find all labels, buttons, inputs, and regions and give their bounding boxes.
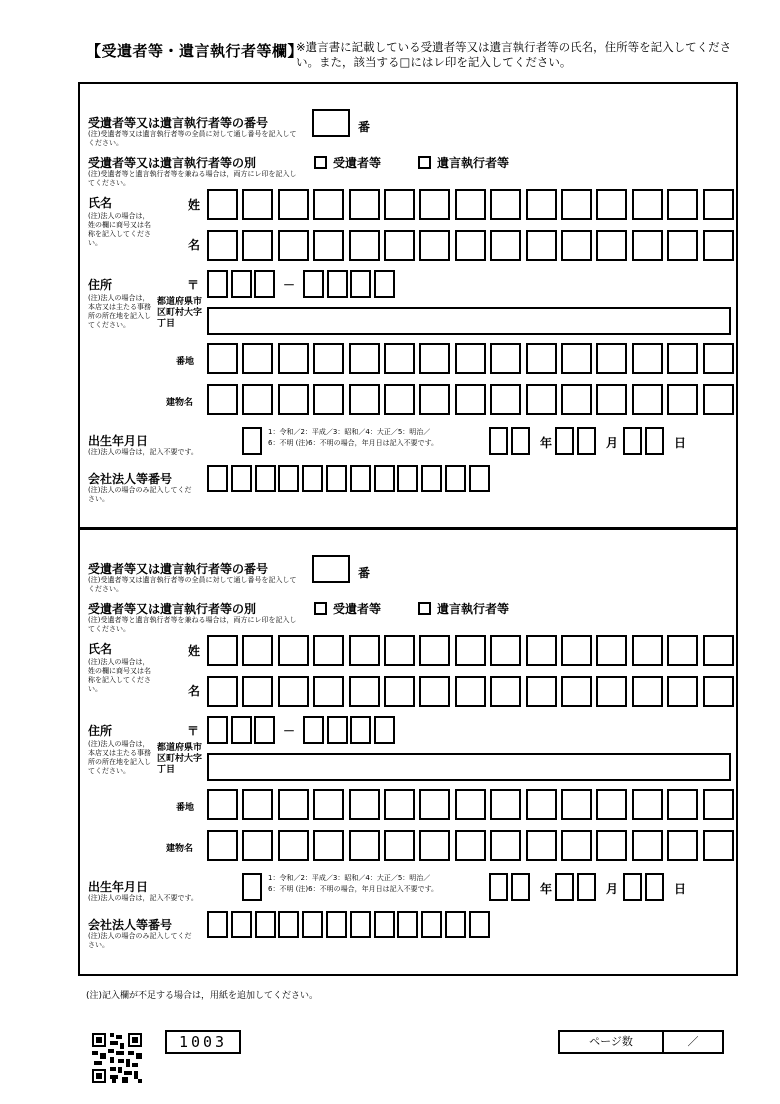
option-label: 受遺者等 (333, 156, 382, 170)
birth-label: 出生年月日 (88, 880, 149, 894)
surname-char-cell[interactable] (242, 189, 273, 220)
surname-char-cell[interactable] (278, 189, 309, 220)
postal-dash: － (283, 724, 296, 738)
type-option-executor[interactable] (418, 154, 509, 171)
surname-char-cell[interactable] (455, 635, 486, 666)
instruction-note: ※遺言書に記載している受遺者等又は遺言執行者等の氏名，住所等を記入してください。また，該当する□にはレ印を記入してください。 (296, 40, 732, 69)
surname-char-cell[interactable] (242, 635, 273, 666)
building-char-cell[interactable] (703, 384, 734, 415)
building-char-cell[interactable] (313, 384, 344, 415)
postal-code-cell[interactable] (350, 716, 371, 744)
building-char-cell[interactable] (703, 830, 734, 861)
banchi-char-cell[interactable] (349, 343, 380, 374)
given-name-char-cell[interactable] (313, 230, 344, 261)
page-count-label: ページ数 (560, 1032, 664, 1052)
building-char-cell[interactable] (455, 830, 486, 861)
prefecture-label: 都道府県市区町村大字丁目 (157, 743, 203, 775)
building-char-cell[interactable] (667, 384, 698, 415)
year-cell[interactable] (511, 873, 530, 901)
surname-char-cell[interactable] (632, 189, 663, 220)
number-note: (注)受遺者等又は遺言執行者等の全員に対して通し番号を記入してください。 (88, 576, 297, 593)
banchi-char-cell[interactable] (596, 789, 627, 820)
surname-char-cell[interactable] (667, 635, 698, 666)
surname-char-cell[interactable] (455, 189, 486, 220)
address-label: 住所 (88, 278, 113, 292)
era-note: 6：不明 (注)6：不明の場合，年月日は記入不要です。 (268, 885, 439, 893)
option-label: 遺言執行者等 (437, 602, 510, 616)
birth-label: 出生年月日 (88, 434, 149, 448)
era-note: 6：不明 (注)6：不明の場合，年月日は記入不要です。 (268, 439, 439, 447)
corporate-number-cell[interactable] (469, 465, 490, 492)
building-char-cell[interactable] (632, 830, 663, 861)
era-options: 1：令和／2：平成／3：昭和／4：大正／5：明治／ (268, 428, 431, 436)
era-input[interactable] (242, 873, 262, 901)
month-cell[interactable] (577, 427, 596, 455)
surname-char-cell[interactable] (490, 189, 521, 220)
birth-note: (注)法人の場合は，記入不要です。 (88, 894, 198, 902)
given-name-char-cell[interactable] (667, 230, 698, 261)
banchi-char-cell[interactable] (526, 789, 557, 820)
given-name-char-cell[interactable] (207, 230, 238, 261)
given-name-char-cell[interactable] (703, 230, 734, 261)
given-name-char-cell[interactable] (384, 676, 415, 707)
banchi-char-cell[interactable] (207, 789, 238, 820)
corporate-number-cell[interactable] (278, 465, 299, 492)
banchi-char-cell[interactable] (703, 343, 734, 374)
postal-code-cell[interactable] (303, 716, 324, 744)
building-char-cell[interactable] (313, 830, 344, 861)
building-char-cell[interactable] (596, 830, 627, 861)
building-label: 建物名 (166, 398, 194, 408)
banchi-char-cell[interactable] (242, 343, 273, 374)
type-option-recipient[interactable] (314, 154, 381, 171)
building-char-cell[interactable] (384, 384, 415, 415)
given-name-char-cell[interactable] (667, 676, 698, 707)
given-name-char-cell[interactable] (349, 230, 380, 261)
corporate-number-cell[interactable] (326, 911, 347, 938)
corporate-number-cell[interactable] (445, 465, 466, 492)
surname-char-cell[interactable] (526, 189, 557, 220)
building-char-cell[interactable] (242, 830, 273, 861)
surname-label: 姓 (188, 644, 201, 658)
checkbox[interactable] (314, 156, 327, 169)
given-name-char-cell[interactable] (455, 676, 486, 707)
prefecture-label: 都道府県市区町村大字丁目 (157, 297, 203, 329)
month-cell[interactable] (555, 873, 574, 901)
option-label: 遺言執行者等 (437, 156, 510, 170)
number-input[interactable] (312, 555, 350, 583)
address-note: (注)法人の場合は，本店又は主たる事務所の所在地を記入してください。 (88, 740, 151, 775)
corporate-number-cell[interactable] (350, 911, 371, 938)
banchi-char-cell[interactable] (278, 789, 309, 820)
building-char-cell[interactable] (207, 384, 238, 415)
postal-code-cell[interactable] (327, 270, 348, 298)
banchi-char-cell[interactable] (207, 343, 238, 374)
banchi-char-cell[interactable] (561, 343, 592, 374)
number-label: 受遺者等又は遺言執行者等の番号 (88, 116, 269, 130)
building-char-cell[interactable] (596, 384, 627, 415)
corporate-number-cell[interactable] (469, 911, 490, 938)
corporate-number-cell[interactable] (255, 911, 276, 938)
qr-code-icon (92, 1033, 142, 1083)
corporate-number-label: 会社法人等番号 (88, 472, 173, 486)
month-cell[interactable] (577, 873, 596, 901)
banchi-char-cell[interactable] (455, 343, 486, 374)
corporate-number-cell[interactable] (397, 465, 418, 492)
number-suffix: 番 (358, 566, 371, 580)
day-cell[interactable] (645, 873, 664, 901)
postal-code-cell[interactable] (231, 270, 252, 298)
surname-char-cell[interactable] (419, 189, 450, 220)
day-cell[interactable] (623, 427, 642, 455)
surname-char-cell[interactable] (667, 189, 698, 220)
month-label: 月 (606, 882, 619, 896)
surname-char-cell[interactable] (526, 635, 557, 666)
corporate-number-cell[interactable] (302, 911, 323, 938)
banchi-char-cell[interactable] (384, 343, 415, 374)
building-char-cell[interactable] (632, 384, 663, 415)
surname-char-cell[interactable] (703, 189, 734, 220)
era-input[interactable] (242, 427, 262, 455)
corporate-number-cell[interactable] (445, 911, 466, 938)
day-label: 日 (674, 882, 687, 896)
given-name-label: 名 (188, 684, 201, 698)
postal-mark: 〒 (187, 724, 200, 738)
address-note: (注)法人の場合は，本店又は主たる事務所の所在地を記入してください。 (88, 294, 151, 329)
building-label: 建物名 (166, 844, 194, 854)
surname-char-cell[interactable] (349, 635, 380, 666)
corporate-number-cell[interactable] (207, 911, 228, 938)
banchi-char-cell[interactable] (313, 789, 344, 820)
banchi-char-cell[interactable] (455, 789, 486, 820)
given-name-char-cell[interactable] (313, 676, 344, 707)
given-name-char-cell[interactable] (561, 230, 592, 261)
corporate-number-cell[interactable] (421, 911, 442, 938)
form-id: 1003 (165, 1030, 241, 1054)
given-name-char-cell[interactable] (526, 230, 557, 261)
footer-note: (注)記入欄が不足する場合は，用紙を追加してください。 (86, 991, 319, 1001)
option-label: 受遺者等 (333, 602, 382, 616)
given-name-label: 名 (188, 238, 201, 252)
banchi-char-cell[interactable] (596, 343, 627, 374)
surname-char-cell[interactable] (596, 635, 627, 666)
building-char-cell[interactable] (349, 830, 380, 861)
building-char-cell[interactable] (490, 384, 521, 415)
building-char-cell[interactable] (667, 830, 698, 861)
surname-char-cell[interactable] (207, 189, 238, 220)
building-char-cell[interactable] (561, 384, 592, 415)
corporate-number-cell[interactable] (374, 465, 395, 492)
building-char-cell[interactable] (207, 830, 238, 861)
banchi-char-cell[interactable] (632, 789, 663, 820)
month-label: 月 (606, 436, 619, 450)
building-char-cell[interactable] (419, 384, 450, 415)
surname-char-cell[interactable] (313, 189, 344, 220)
era-options: 1：令和／2：平成／3：昭和／4：大正／5：明治／ (268, 874, 431, 882)
postal-dash: － (283, 278, 296, 292)
banchi-char-cell[interactable] (490, 789, 521, 820)
surname-char-cell[interactable] (278, 635, 309, 666)
banchi-char-cell[interactable] (313, 343, 344, 374)
checkbox[interactable] (418, 156, 431, 169)
building-char-cell[interactable] (349, 384, 380, 415)
type-option-executor[interactable] (418, 600, 509, 617)
given-name-char-cell[interactable] (349, 676, 380, 707)
building-char-cell[interactable] (561, 830, 592, 861)
given-name-char-cell[interactable] (526, 676, 557, 707)
building-char-cell[interactable] (490, 830, 521, 861)
surname-char-cell[interactable] (349, 189, 380, 220)
corporate-number-cell[interactable] (231, 465, 252, 492)
number-input[interactable] (312, 109, 350, 137)
surname-char-cell[interactable] (490, 635, 521, 666)
given-name-char-cell[interactable] (703, 676, 734, 707)
year-label: 年 (540, 882, 553, 896)
given-name-char-cell[interactable] (561, 676, 592, 707)
surname-label: 姓 (188, 198, 201, 212)
postal-mark: 〒 (187, 278, 200, 292)
section-title: 【受遺者等・遺言執行者等欄】 (86, 42, 304, 60)
name-note: (注)法人の場合は，姓の欄に商号又は名称を記入してください。 (88, 212, 151, 247)
banchi-char-cell[interactable] (632, 343, 663, 374)
surname-char-cell[interactable] (313, 635, 344, 666)
banchi-label: 番地 (176, 357, 195, 367)
corporate-number-cell[interactable] (374, 911, 395, 938)
corporate-number-cell[interactable] (397, 911, 418, 938)
corporate-number-cell[interactable] (326, 465, 347, 492)
postal-code-cell[interactable] (207, 270, 228, 298)
postal-code-cell[interactable] (303, 270, 324, 298)
recipient-section (78, 528, 738, 976)
type-label: 受遺者等又は遺言執行者等の別 (88, 156, 257, 170)
address-label: 住所 (88, 724, 113, 738)
postal-code-cell[interactable] (207, 716, 228, 744)
corporate-number-cell[interactable] (350, 465, 371, 492)
type-option-recipient[interactable] (314, 600, 381, 617)
type-note: (注)受遺者等と遺言執行者等を兼ねる場合は，両方にレ印を記入してください。 (88, 616, 297, 633)
surname-char-cell[interactable] (207, 635, 238, 666)
given-name-char-cell[interactable] (242, 230, 273, 261)
building-char-cell[interactable] (278, 384, 309, 415)
given-name-char-cell[interactable] (490, 230, 521, 261)
banchi-char-cell[interactable] (526, 343, 557, 374)
corporate-number-note: (注)法人の場合のみ記入してください。 (88, 486, 192, 503)
given-name-char-cell[interactable] (207, 676, 238, 707)
banchi-char-cell[interactable] (349, 789, 380, 820)
banchi-label: 番地 (176, 803, 195, 813)
given-name-char-cell[interactable] (278, 230, 309, 261)
page-count-box (558, 1030, 724, 1054)
given-name-char-cell[interactable] (384, 230, 415, 261)
prefecture-input[interactable] (207, 753, 731, 781)
banchi-char-cell[interactable] (278, 343, 309, 374)
corporate-number-label: 会社法人等番号 (88, 918, 173, 932)
recipient-section (78, 82, 738, 529)
corporate-number-cell[interactable] (302, 465, 323, 492)
number-label: 受遺者等又は遺言執行者等の番号 (88, 562, 269, 576)
surname-char-cell[interactable] (561, 635, 592, 666)
building-char-cell[interactable] (278, 830, 309, 861)
surname-char-cell[interactable] (561, 189, 592, 220)
banchi-char-cell[interactable] (561, 789, 592, 820)
year-label: 年 (540, 436, 553, 450)
given-name-char-cell[interactable] (419, 230, 450, 261)
page-count-separator[interactable]: ／ (687, 1035, 699, 1048)
building-char-cell[interactable] (384, 830, 415, 861)
given-name-char-cell[interactable] (632, 676, 663, 707)
given-name-char-cell[interactable] (278, 676, 309, 707)
birth-note: (注)法人の場合は，記入不要です。 (88, 448, 198, 456)
given-name-char-cell[interactable] (490, 676, 521, 707)
postal-code-cell[interactable] (374, 716, 395, 744)
given-name-char-cell[interactable] (596, 230, 627, 261)
postal-code-cell[interactable] (374, 270, 395, 298)
year-cell[interactable] (489, 427, 508, 455)
prefecture-input[interactable] (207, 307, 731, 335)
corporate-number-cell[interactable] (278, 911, 299, 938)
postal-code-cell[interactable] (254, 716, 275, 744)
building-char-cell[interactable] (419, 830, 450, 861)
banchi-char-cell[interactable] (703, 789, 734, 820)
banchi-char-cell[interactable] (242, 789, 273, 820)
banchi-char-cell[interactable] (384, 789, 415, 820)
banchi-char-cell[interactable] (419, 789, 450, 820)
corporate-number-cell[interactable] (421, 465, 442, 492)
corporate-number-cell[interactable] (255, 465, 276, 492)
number-suffix: 番 (358, 120, 371, 134)
type-label: 受遺者等又は遺言執行者等の別 (88, 602, 257, 616)
postal-code-cell[interactable] (327, 716, 348, 744)
given-name-char-cell[interactable] (596, 676, 627, 707)
surname-char-cell[interactable] (632, 635, 663, 666)
given-name-char-cell[interactable] (242, 676, 273, 707)
year-cell[interactable] (511, 427, 530, 455)
checkbox[interactable] (314, 602, 327, 615)
given-name-char-cell[interactable] (455, 230, 486, 261)
building-char-cell[interactable] (526, 830, 557, 861)
year-cell[interactable] (489, 873, 508, 901)
building-char-cell[interactable] (242, 384, 273, 415)
surname-char-cell[interactable] (596, 189, 627, 220)
type-note: (注)受遺者等と遺言執行者等を兼ねる場合は，両方にレ印を記入してください。 (88, 170, 297, 187)
postal-code-cell[interactable] (350, 270, 371, 298)
given-name-char-cell[interactable] (632, 230, 663, 261)
surname-char-cell[interactable] (419, 635, 450, 666)
day-cell[interactable] (623, 873, 642, 901)
name-note: (注)法人の場合は，姓の欄に商号又は名称を記入してください。 (88, 658, 151, 693)
given-name-char-cell[interactable] (419, 676, 450, 707)
checkbox[interactable] (418, 602, 431, 615)
building-char-cell[interactable] (455, 384, 486, 415)
postal-code-cell[interactable] (231, 716, 252, 744)
corporate-number-cell[interactable] (207, 465, 228, 492)
banchi-char-cell[interactable] (667, 343, 698, 374)
banchi-char-cell[interactable] (490, 343, 521, 374)
name-label: 氏名 (88, 642, 113, 656)
month-cell[interactable] (555, 427, 574, 455)
surname-char-cell[interactable] (384, 635, 415, 666)
name-label: 氏名 (88, 196, 113, 210)
day-label: 日 (674, 436, 687, 450)
corporate-number-note: (注)法人の場合のみ記入してください。 (88, 932, 192, 949)
banchi-char-cell[interactable] (667, 789, 698, 820)
banchi-char-cell[interactable] (419, 343, 450, 374)
postal-code-cell[interactable] (254, 270, 275, 298)
surname-char-cell[interactable] (384, 189, 415, 220)
number-note: (注)受遺者等又は遺言執行者等の全員に対して通し番号を記入してください。 (88, 130, 297, 147)
day-cell[interactable] (645, 427, 664, 455)
corporate-number-cell[interactable] (231, 911, 252, 938)
surname-char-cell[interactable] (703, 635, 734, 666)
building-char-cell[interactable] (526, 384, 557, 415)
